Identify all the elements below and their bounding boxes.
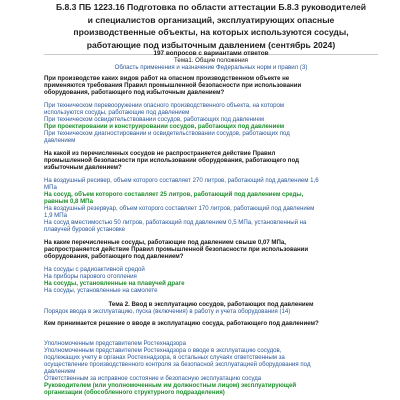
correct-answer-line: Руководителем (или уполномоченным им должностным лицом) эксплуатирующей xyxy=(44,382,297,389)
answer-line: На сосуды с радиоактивной средой xyxy=(44,266,145,273)
answer-line: При техническом диагностировании и освидетельствовании сосудов, работающих под xyxy=(44,130,290,137)
answer-line: 1,9 МПа xyxy=(44,212,68,219)
answer-line: При техническом освидетельствовании сосудов, работающих под давлением xyxy=(44,116,265,123)
correct-answer-line: При проектировании и конструировании сосудов, работающих под давлением xyxy=(44,123,285,130)
question-1-line: применяются требования Правил промышленной безопасности при использовании xyxy=(44,82,302,89)
answer-line: осуществление производственного контроля за безопасной эксплуатацией оборудования под xyxy=(44,361,311,368)
answer-line: плавучей буровой установке xyxy=(44,226,126,233)
title-line-3: производственные объекты, на которых используются сосуды, xyxy=(73,27,349,38)
correct-answer-line: равным 0,8 МПа xyxy=(44,198,93,205)
topic-1-heading: Тема1. Общие положения xyxy=(174,57,248,64)
document-page xyxy=(44,0,378,400)
answer-line: Уполномоченным представителем Ростехнадзора xyxy=(44,340,186,347)
question-4-line: Кем принимается решение о вводе в эксплуатацию сосуда, работающего под давлением? xyxy=(44,320,319,327)
topic-2-heading: Тема 2. Ввод в эксплуатацию сосудов, работающих под давлением xyxy=(108,301,314,308)
question-3-line: распространяется действие Правил промышленной безопасности при использовании xyxy=(44,246,309,253)
title-line-4: работающие под избыточным давлением (сентябрь 2024) xyxy=(86,39,336,50)
correct-answer-line: организации (обособленного структурного подразделения) xyxy=(44,389,225,396)
answer-line: Уполномоченным представителем Ростехнадзора о вводе в эксплуатацию сосудов, xyxy=(44,347,282,354)
answer-line: МПа xyxy=(44,184,57,191)
correct-answer-line: На сосуд, объем которого составляет 25 литров, работающий под давлением среды, xyxy=(44,191,304,198)
topic-1-area: Область применения и назначение Федеральных норм и правил (3) xyxy=(114,64,308,71)
title-line-2: и специалистов организаций, эксплуатирующих опасные xyxy=(87,14,335,25)
question-2-line: На какой из перечисленных сосудов не распространяется действие Правил xyxy=(44,150,276,157)
answer-line: На сосуды, установленные на самолете xyxy=(44,287,158,294)
question-2-line: избыточным давлением? xyxy=(44,164,122,171)
question-1-line: При производстве каких видов работ на опасном производственном объекте не xyxy=(44,75,290,82)
topic-2-area: Порядок ввода в эксплуатацию, пуска (включения) в работу и учета оборудования (14) xyxy=(44,308,291,315)
answer-line: На сосуд вместимостью 50 литров, работающий под давлением 0,5 МПа, установленный на xyxy=(44,219,307,226)
answer-line: используются сосуды, работающие под давлением xyxy=(44,109,190,116)
answer-line: подлежащих учету в органах Ростехнадзора, в остальных случаях ответственным за xyxy=(44,354,285,361)
question-1-line: оборудования, работающего под избыточным давлением? xyxy=(44,89,225,96)
question-2-line: промышленной безопасности при использовании оборудования, работающего под xyxy=(44,157,299,164)
correct-answer-line: На сосуды, установленные на плавучей драге xyxy=(44,280,185,287)
title-line-1: Б.8.3 ПБ 1223.16 Подготовка по области аттестации Б.8.3 руководителей xyxy=(55,2,367,12)
answer-line: При техническом перевооружении опасного производственного объекта, на котором xyxy=(44,102,285,109)
answer-line: давлением xyxy=(44,137,76,144)
question-3-line: На какие перечисленные сосуды, работающие под давлением свыше 0,07 МПа, xyxy=(44,239,286,246)
answer-line: давлением xyxy=(44,368,76,375)
answer-line: На воздушный резервуар, объем которого составляет 170 литров, работающий под давлением xyxy=(44,205,315,212)
question-3-line: оборудования, работающего под давлением? xyxy=(44,253,184,260)
answer-line: На приборы парового отопления xyxy=(44,273,137,280)
answer-line: На воздушный ресивер, объем которого составляет 270 литров, работающий под давлением 1,6 xyxy=(44,177,319,184)
document-header xyxy=(44,0,378,58)
subtitle: 197 вопросов с вариантами ответов xyxy=(153,50,269,58)
answer-line: Ответственным за исправное состояние и безопасную эксплуатацию сосуда xyxy=(44,375,262,382)
